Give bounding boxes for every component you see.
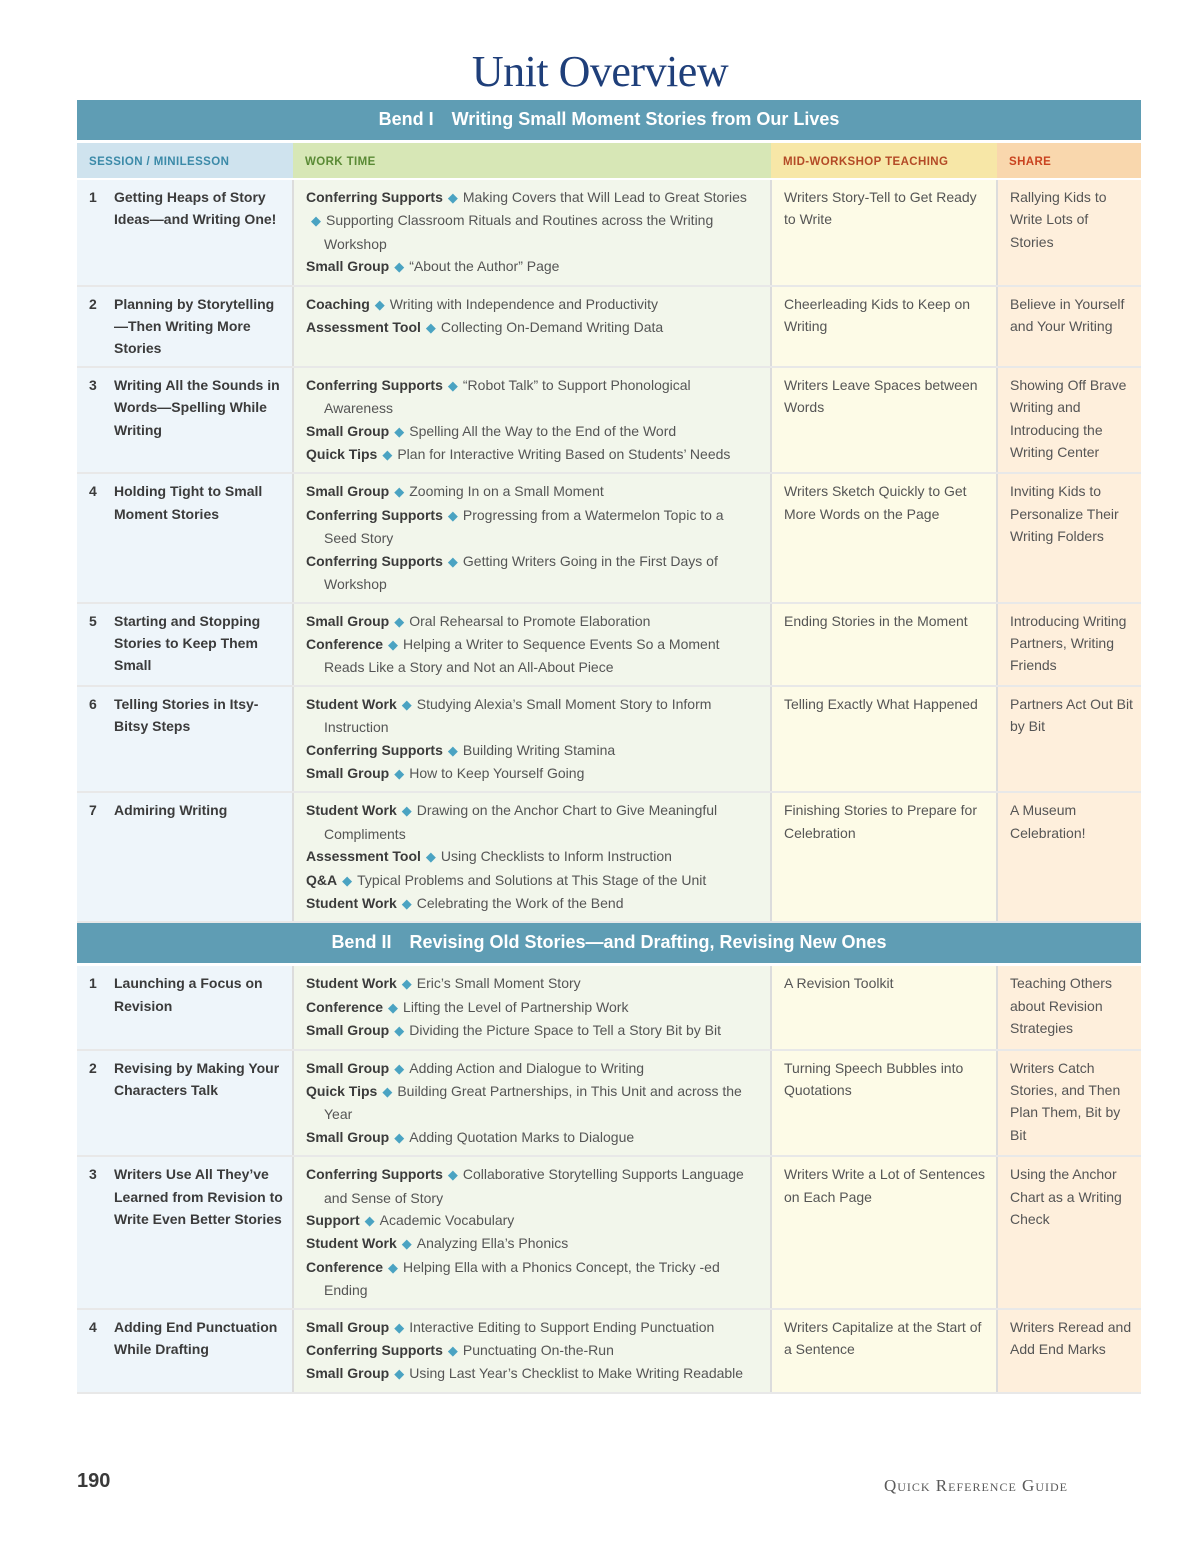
work-item-label: Small Group [306,764,390,781]
work-item-label: Small Group [306,1318,390,1335]
diamond-bullet-icon: ◆ [401,895,412,911]
share-cell [997,792,1141,922]
work-time-cell [293,792,771,922]
share-cell [997,367,1141,474]
bend-header [77,100,1141,142]
work-item [306,255,760,278]
session-title: Planning by Storytelling—Then Writing More Stories [114,295,275,357]
session [89,1163,284,1230]
work-item [306,1080,760,1126]
diamond-bullet-icon: ◆ [394,1023,405,1039]
work-item-text: Punctuating On-the-Run [462,1342,614,1359]
work-time-cell [293,965,771,1050]
work-time-cell [293,367,771,474]
share-text: Inviting Kids to Personalize Their Writing Folders [1010,483,1119,545]
diamond-bullet-icon: ◆ [447,553,458,569]
work-item-text: Building Great Partnerships, in This Unit and across the Year [324,1083,742,1123]
share-text: Teaching Others about Revision Strategies [1010,975,1112,1037]
mid-workshop-text: Writers Leave Spaces between Words [784,376,978,416]
session [89,480,284,525]
work-item-text: Plan for Interactive Writing Based on Students’ Needs [397,446,731,463]
share-text: Believe in Yourself and Your Writing [1010,295,1125,335]
work-item-text: Academic Vocabulary [379,1212,515,1229]
column-header-work: WORK TIME [293,142,771,180]
diamond-bullet-icon: ◆ [394,1366,405,1382]
mid-workshop-cell [771,179,997,286]
session-row [77,286,1141,367]
work-item-label: Small Group [306,1022,390,1039]
session-cell [77,367,293,474]
diamond-bullet-icon: ◆ [401,696,412,712]
work-item [306,892,760,915]
column-header-share: SHARE [997,142,1141,180]
work-item-text: Zooming In on a Small Moment [409,483,604,500]
session-cell [77,286,293,367]
session-cell [77,1050,293,1157]
work-item [306,1256,760,1302]
diamond-bullet-icon: ◆ [447,377,458,393]
session-cell [77,792,293,922]
page-title: Unit Overview [471,47,729,96]
work-item-label: Conferring Supports [306,189,443,205]
work-item [306,1163,760,1209]
mid-workshop-text: Writers Story-Tell to Get Ready to Write [784,189,977,228]
session-title: Writers Use All They’ve Learned from Revision to Write Even Better Stories [114,1166,283,1228]
session-cell [77,1156,293,1308]
session-row [77,367,1141,474]
session-cell [77,473,293,602]
session-row [77,792,1141,922]
column-header-session: SESSION / MINILESSON [77,142,293,180]
column-header-row [77,142,1141,180]
diamond-bullet-icon: ◆ [388,1259,399,1275]
diamond-bullet-icon: ◆ [447,742,458,758]
work-item [306,293,760,316]
work-item-label: Small Group [306,612,390,629]
diamond-bullet-icon: ◆ [394,613,405,629]
session-title: Adding End Punctuation While Drafting [114,1318,278,1358]
work-item [306,1316,760,1339]
work-item-text: Lifting the Level of Partnership Work [403,998,629,1015]
session [89,374,284,441]
work-item [306,739,760,762]
work-time-cell [293,1309,771,1393]
work-item-text: “Robot Talk” to Support Phonological Awareness [324,376,691,417]
share-text: Partners Act Out Bit by Bit [1010,695,1133,735]
mid-workshop-text: Finishing Stories to Prepare for Celebration [784,802,977,841]
work-item [306,845,760,868]
mid-workshop-text: Turning Speech Bubbles into Quotations [784,1059,964,1098]
session-number: 6 [89,695,97,712]
work-item-label: Student Work [306,695,397,712]
work-item-label: Conferring Supports [306,741,443,758]
work-item-label: Small Group [306,1128,390,1145]
session-row [77,473,1141,602]
work-item-text: Using Checklists to Inform Instruction [440,848,672,865]
session-number: 3 [89,1166,97,1183]
work-item [306,504,760,550]
work-item-text: Supporting Classroom Rituals and Routines across the Writing Workshop [324,212,714,252]
share-cell [997,179,1141,286]
work-item-label: Conference [306,635,384,652]
bend-label: Bend II [331,932,392,953]
work-item [306,186,760,209]
bend-title: Revising Old Stories—and Drafting, Revising New Ones [409,932,887,953]
session-number: 2 [89,1059,97,1076]
share-cell [997,686,1141,793]
mid-workshop-cell [771,792,997,922]
diamond-bullet-icon: ◆ [374,296,385,312]
work-item-label: Coaching [306,295,370,312]
diamond-bullet-icon: ◆ [388,636,399,652]
work-item [306,869,760,892]
mid-workshop-cell [771,1050,997,1157]
diamond-bullet-icon: ◆ [401,1236,412,1252]
session-cell [77,686,293,793]
work-item-text: Oral Rehearsal to Promote Elaboration [409,612,651,629]
work-item [306,1019,760,1042]
work-item [306,1362,760,1385]
work-item-text: Writing with Independence and Productivity [389,295,659,312]
work-item-text: Adding Quotation Marks to Dialogue [409,1128,635,1145]
mid-workshop-cell [771,965,997,1050]
share-text: Using the Anchor Chart as a Writing Check [1010,1166,1122,1228]
work-time-cell [293,1156,771,1308]
work-time-cell [293,603,771,686]
work-item-text: Studying Alexia’s Small Moment Story to Inform Instruction [324,695,712,736]
share-cell [997,1050,1141,1157]
work-item-label: Student Work [306,975,397,992]
share-text: Rallying Kids to Write Lots of Stories [1010,189,1107,250]
session-number: 3 [89,376,97,393]
session [89,1057,284,1102]
session-number: 7 [89,802,97,819]
bend-header-row [77,100,1141,142]
mid-workshop-cell [771,603,997,686]
session [89,293,284,360]
diamond-bullet-icon: ◆ [394,259,405,275]
work-time-cell [293,286,771,367]
work-time-cell [293,1050,771,1157]
work-item-text: Eric’s Small Moment Story [416,975,581,992]
session-title: Getting Heaps of Story Ideas—and Writing One! [114,189,277,228]
share-cell [997,473,1141,602]
diamond-bullet-icon: ◆ [401,976,412,992]
diamond-bullet-icon: ◆ [394,765,405,781]
session-cell [77,965,293,1050]
mid-workshop-cell [771,1156,997,1308]
work-item-text: Collaborative Storytelling Supports Language and Sense of Story [324,1166,744,1206]
work-item-label: Conference [306,1258,384,1275]
bend-title: Writing Small Moment Stories from Our Lives [451,109,840,129]
work-item-label: Student Work [306,894,397,911]
work-item-label: Conferring Supports [306,1166,443,1183]
session [89,693,284,738]
mid-workshop-text: Telling Exactly What Happened [784,695,978,712]
diamond-bullet-icon: ◆ [394,423,405,439]
mid-workshop-text: Cheerleading Kids to Keep on Writing [784,295,971,335]
session [89,799,284,821]
share-text: Writers Reread and Add End Marks [1010,1318,1132,1358]
work-item-text: Progressing from a Watermelon Topic to a Seed Story [324,506,724,547]
session [89,186,284,231]
session-row [77,965,1141,1050]
work-item-label: Quick Tips [306,1083,378,1099]
work-item-label: Small Group [306,1365,390,1382]
session-cell [77,1309,293,1393]
session [89,972,284,1017]
work-item [306,1339,760,1362]
work-item-text: Typical Problems and Solutions at This Stage of the Unit [357,871,707,888]
session-title: Revising by Making Your Characters Talk [114,1059,280,1098]
work-item-label: Support [306,1212,360,1229]
mid-workshop-cell [771,686,997,793]
diamond-bullet-icon: ◆ [394,1319,405,1335]
diamond-bullet-icon: ◆ [447,190,458,205]
share-cell [997,1309,1141,1393]
work-item-label: Small Group [306,1059,390,1076]
session-title: Launching a Focus on Revision [114,975,263,1014]
work-item-label: Assessment Tool [306,848,421,865]
session [89,1316,284,1361]
share-text: Introducing Writing Partners, Writing Friends [1010,612,1127,674]
work-item-label: Student Work [306,802,397,819]
work-item-text: Using Last Year’s Checklist to Make Writing Readable [409,1365,744,1382]
diamond-bullet-icon: ◆ [447,1343,458,1359]
session-title: Admiring Writing [114,802,228,819]
mid-workshop-text: Writers Capitalize at the Start of a Sentence [784,1318,982,1358]
work-item [306,420,760,443]
work-item [306,1126,760,1149]
diamond-bullet-icon: ◆ [394,484,405,500]
session-row [77,1050,1141,1157]
session-title: Writing All the Sounds in Words—Spelling While Writing [114,376,280,438]
footer-title: Quick Reference Guide [883,1476,1068,1495]
diamond-bullet-icon: ◆ [447,1167,458,1183]
session-title: Holding Tight to Small Moment Stories [114,483,263,522]
work-item-text: Analyzing Ella’s Phonics [416,1235,569,1252]
overview-body [77,100,1141,1393]
work-item [306,1232,760,1255]
share-text: Writers Catch Stories, and Then Plan Them, Bit by Bit [1010,1059,1121,1143]
share-text: Showing Off Brave Writing and Introducing the Writing Center [1010,376,1127,461]
work-item-label: Conferring Supports [306,506,443,523]
work-item-text: Spelling All the Way to the End of the Word [409,422,677,439]
bend-header-row [77,922,1141,965]
bend-label: Bend I [378,109,434,129]
diamond-bullet-icon: ◆ [394,1060,405,1076]
diamond-bullet-icon: ◆ [425,849,436,865]
share-cell [997,965,1141,1050]
work-item [306,443,760,466]
work-item-text: Helping a Writer to Sequence Events So a Moment Reads Like a Story and Not an All-About Piece [324,635,720,676]
work-item-label: Q&A [306,871,338,888]
share-cell [997,286,1141,367]
session-row [77,1156,1141,1308]
mid-workshop-text: A Revision Toolkit [784,975,894,992]
work-item-label: Conferring Supports [306,1342,443,1359]
mid-workshop-cell [771,286,997,367]
diamond-bullet-icon: ◆ [388,999,399,1015]
work-item-text: Collecting On-Demand Writing Data [440,319,664,336]
work-item [306,610,760,633]
session-number: 5 [89,612,97,629]
work-item-label: Conferring Supports [306,552,443,569]
work-item [306,799,760,845]
work-item [306,1057,760,1080]
work-item-label: Conferring Supports [306,376,443,393]
session-row [77,603,1141,686]
work-item-text: Dividing the Picture Space to Tell a Story Bit by Bit [409,1022,722,1039]
work-item-text: How to Keep Yourself Going [409,764,585,781]
work-item-text: Making Covers that Will Lead to Great Stories [462,189,747,205]
session-title: Starting and Stopping Stories to Keep Them Small [114,612,261,674]
work-item-text: Adding Action and Dialogue to Writing [409,1059,645,1076]
work-item [306,1209,760,1232]
work-item-label: Assessment Tool [306,319,421,336]
mid-workshop-cell [771,1309,997,1393]
session-cell [77,179,293,286]
share-text: A Museum Celebration! [1010,802,1086,841]
mid-workshop-text: Writers Write a Lot of Sentences on Each Page [784,1166,986,1205]
work-time-cell [293,179,771,286]
work-item-text: Getting Writers Going in the First Days of Workshop [324,552,718,593]
session-number: 1 [89,189,97,205]
bend-header [77,922,1141,965]
page-number: 190 [77,1470,111,1492]
work-item-label: Conference [306,998,384,1015]
diamond-bullet-icon: ◆ [394,1129,405,1145]
work-item [306,550,760,596]
unit-overview-table [77,100,1141,1394]
session-row [77,179,1141,286]
session-row [77,686,1141,793]
session-title: Telling Stories in Itsy-Bitsy Steps [114,695,259,735]
session-number: 4 [89,1318,97,1335]
work-item-label: Quick Tips [306,446,378,463]
work-item [306,209,760,255]
session-row [77,1309,1141,1393]
session [89,610,284,677]
mid-workshop-cell [771,473,997,602]
diamond-bullet-icon: ◆ [364,1213,375,1229]
share-cell [997,1156,1141,1308]
session-number: 1 [89,975,97,992]
work-item-label: Small Group [306,258,390,275]
work-item [306,374,760,420]
column-header-mid: MID-WORKSHOP TEACHING [771,142,997,180]
work-item-label: Student Work [306,1235,397,1252]
session-number: 4 [89,483,97,500]
diamond-bullet-icon: ◆ [382,447,393,463]
diamond-bullet-icon: ◆ [311,213,321,229]
work-item-text: “About the Author” Page [409,258,560,275]
work-item [306,316,760,339]
work-time-cell [293,686,771,793]
work-time-cell [293,473,771,602]
work-item [306,996,760,1019]
work-item [306,693,760,739]
diamond-bullet-icon: ◆ [401,803,412,819]
work-item [306,762,760,785]
diamond-bullet-icon: ◆ [342,872,353,888]
mid-workshop-cell [771,367,997,474]
work-item [306,633,760,679]
session-cell [77,603,293,686]
work-item-text: Drawing on the Anchor Chart to Give Meaningful Compliments [324,802,718,842]
work-item-label: Small Group [306,422,390,439]
diamond-bullet-icon: ◆ [425,320,436,336]
work-item [306,480,760,503]
work-item-text: Interactive Editing to Support Ending Punctuation [409,1318,715,1335]
mid-workshop-text: Writers Sketch Quickly to Get More Words on the Page [784,483,967,522]
work-item-text: Helping Ella with a Phonics Concept, the Tricky -ed Ending [324,1258,720,1299]
diamond-bullet-icon: ◆ [447,507,458,523]
work-item-text: Building Writing Stamina [462,741,616,758]
session-number: 2 [89,295,97,312]
diamond-bullet-icon: ◆ [382,1084,393,1099]
work-item-label: Small Group [306,483,390,500]
work-item-text: Celebrating the Work of the Bend [416,894,624,911]
mid-workshop-text: Ending Stories in the Moment [784,612,968,629]
work-item [306,972,760,995]
share-cell [997,603,1141,686]
